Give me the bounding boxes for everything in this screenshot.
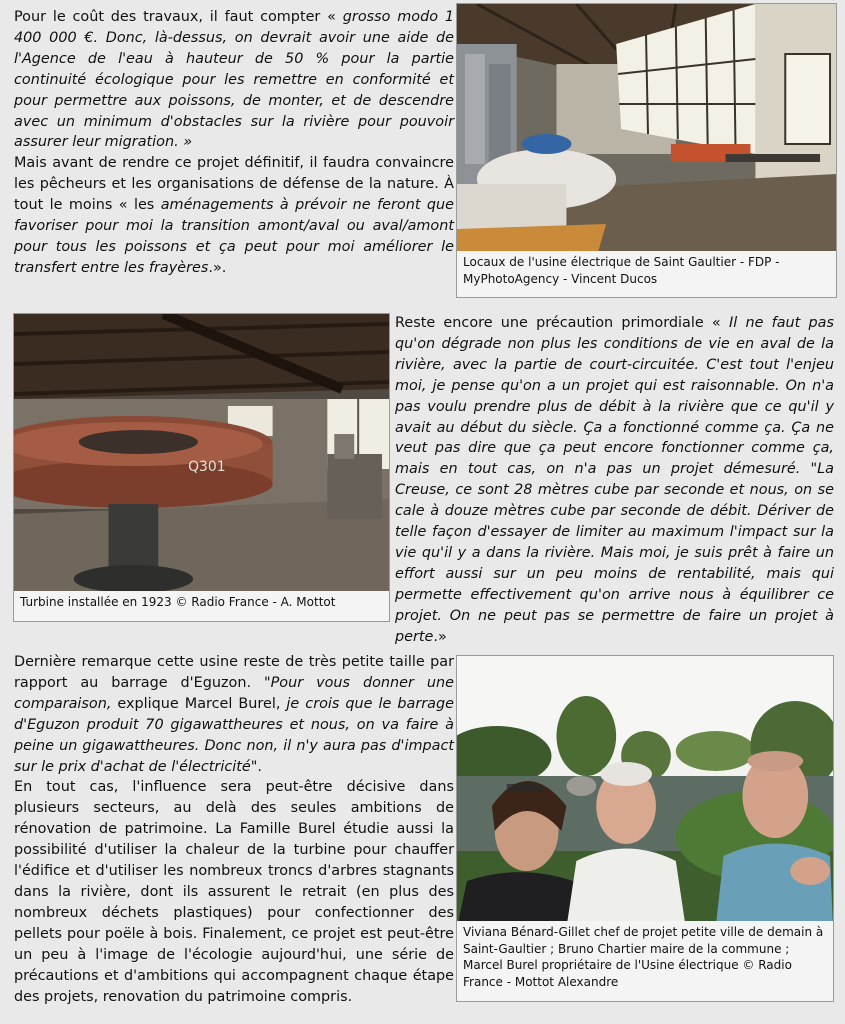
photo-factory-figure — [456, 3, 837, 298]
paragraph-influence: En tout cas, l'influence sera peut-être décisive dans plusieurs secteurs, au delà des seules ambitions de rénovation de patrimoine. La Famille Burel étudie aussi la possibilité d'utiliser la chaleur de la turbine pour chauffer l'édifice et d'utiliser les nombreux troncs d'arbres stagnants dans la rivière, dont ils assurent le retrait (en plus des nombreux déchets plastiques) pour confectionner des pellets pour poële à bois. Finalement, ce projet est peut-être un peu à l'image de l'écologie aujourd'hui, une série de précautions et d'ambitions qui accompagnent chaque étape des projets, renovation du patrimoine compris. — [14, 779, 454, 1005]
section3-text — [14, 652, 454, 1007]
quote-precaution: Il ne faut pas qu'on dégrade non plus les conditions de vie en aval de la rivière, avec la partie de court-circuitée. C'est tout l'enjeu moi, je pense qu'on a un projet qui est raisonnable. On n'a pas voulu prendre plus de débit à la rivière que ce qu'il y avait au début du siècle. Ça a fonctionné comme ça. Ça ne veut pas dire que ça peut encore fonctionner comme ça, mais en tout cas, on n'a pas un projet démesuré. "La Creuse, ce sont 28 mètres cube par seconde et nous, on se cale à douze mètres cube par seconde de débit. Dériver de telle façon d'essayer de limiter au maximum l'impact sur la vie qu'il y a dans la rivière. Mais moi, je suis prêt à faire un effort aussi sur un peu moins de rentabilité, mais qui permette effectivement qu'on arrive nous à équilibrer ce projet. On ne peut pas se permettre de faire un projet à perte — [395, 315, 834, 645]
factory-interior-image — [457, 4, 836, 258]
photo-people-caption: Viviana Bénard-Gillet chef de projet petite ville de demain à Saint-Gaultier ; Bruno Chartier maire de la commune ; Marcel Burel propriétaire de l'Usine électrique © Radio France - Mottot Alexandre — [457, 921, 833, 1001]
section1-text — [14, 7, 454, 279]
photo-turbine-caption: Turbine installée en 1923 © Radio France - A. Mottot — [14, 591, 389, 621]
people-image — [457, 656, 833, 928]
turbine-image — [14, 314, 389, 598]
section2-text — [395, 313, 834, 648]
paragraph-convince: Mais avant de rendre ce projet définitif, il faudra convaincre les pêcheurs et les organisations de défense de la nature. À tout le moins « les aménagements à prévoir ne feront que favoriser pour moi la transition amont/aval ou aval/amont pour tous les poissons et ça peut pour moi améliorer le transfert entre les frayères.». — [14, 155, 454, 276]
quote-fish: aménagements à prévoir ne feront que favoriser pour moi la transition amont/aval ou aval/amont pour tous les poissons et ça peut pour moi améliorer le transfert entre les frayères — [14, 197, 454, 276]
paragraph-cost: Pour le coût des travaux, il faut compter « grosso modo 1 400 000 €. Donc, là-dessus, on devrait avoir une aide de l'Agence de l'eau à hauteur de 50 % pour la partie continuité écologique pour les remettre en conformité et pour permettre aux poissons, de monter, et de descendre avec un minimum d'obstacles sur la rivière pour pouvoir assurer leur migration. » — [14, 9, 454, 151]
paragraph-precaution: Reste encore une précaution primordiale « Il ne faut pas qu'on dégrade non plus les conditions de vie en aval de la rivière, avec la partie de court-circuitée. C'est tout l'enjeu moi, je pense qu'on a un projet qui est raisonnable. On n'a pas voulu prendre plus de débit à la rivière que ce qu'il y avait au début du siècle. Ça a fonctionné comme ça. Ça ne veut pas dire que ça peut encore fonctionner comme ça, mais en tout cas, on n'a pas un projet démesuré. "La Creuse, ce sont 28 mètres cube par seconde et nous, on se cale à douze mètres cube par seconde de débit. Dériver de telle façon d'essayer de limiter au maximum l'impact sur la vie qu'il y a dans la rivière. Mais moi, je suis prêt à faire un effort aussi sur un peu moins de rentabilité, mais qui permette effectivement qu'on arrive nous à équilibrer ce projet. On ne peut pas se permettre de faire un projet à perte.» — [395, 315, 834, 645]
photo-turbine-figure — [13, 313, 390, 622]
paragraph-eguzon: Dernière remarque cette usine reste de très petite taille par rapport au barrage d'Eguzon. "Pour vous donner une comparaison, explique Marcel Burel, je crois que le barrage d'Eguzon produit 70 gigawattheures et nous, on va faire à peine un gigawattheures. Donc non, il n'y aura pas d'impact sur le prix d'achat de l'électricité". — [14, 654, 454, 775]
photo-people-figure — [456, 655, 834, 1002]
quote-gigawatt: je crois que le barrage d'Eguzon produit 70 gigawattheures et nous, on va faire à peine un gigawattheures. Donc non, il n'y aura pas d'impact sur le prix d'achat de l'électricité — [14, 695, 454, 775]
photo-factory-caption: Locaux de l'usine électrique de Saint Gaultier - FDP - MyPhotoAgency - Vincent Ducos — [457, 251, 836, 297]
quote-cost: grosso modo 1 400 000 €. Donc, là-dessus, on devrait avoir une aide de l'Agence de l'eau à hauteur de 50 % pour la partie continuité écologique pour les remettre en conformité et pour permettre aux poissons, de monter, et de descendre avec un minimum d'obstacles sur la rivière pour pouvoir assurer leur migration. » — [14, 9, 454, 151]
turbine-stencil: Q301 — [188, 458, 226, 476]
